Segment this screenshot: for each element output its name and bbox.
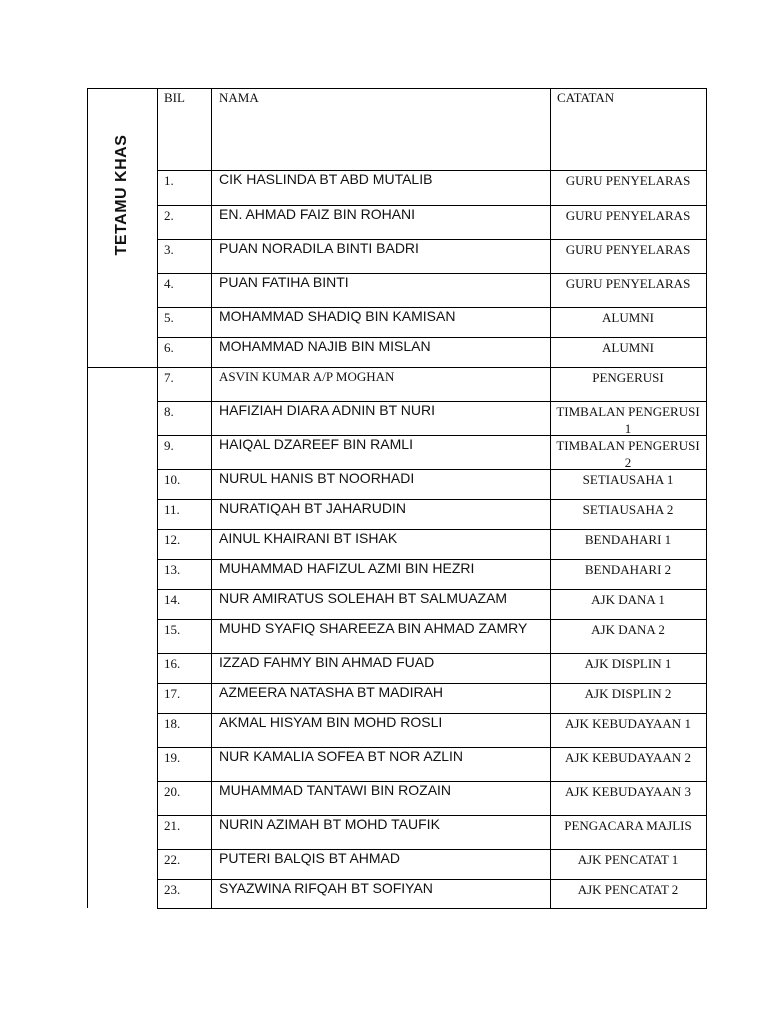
row-catatan: AJK DISPLIN 1	[584, 656, 672, 671]
row-bil: 3.	[164, 242, 174, 257]
row-nama: AINUL KHAIRANI BT ISHAK	[219, 530, 398, 546]
table-bottom-border	[157, 908, 707, 909]
row-catatan: SETIAUSAHA 1	[582, 472, 674, 487]
row-catatan: GURU PENYELARAS	[565, 276, 691, 291]
row-catatan: SETIAUSAHA 2	[582, 502, 674, 517]
row-bil: 22.	[164, 852, 181, 867]
row-bil: 15.	[164, 622, 181, 637]
row-bil: 12.	[164, 532, 181, 547]
row-nama: CIK HASLINDA BT ABD MUTALIB	[219, 171, 433, 187]
row-nama: IZZAD FAHMY BIN AHMAD FUAD	[219, 654, 435, 670]
row-bil: 10.	[164, 472, 181, 487]
row-catatan: ALUMNI	[602, 340, 654, 355]
row-bil: 14.	[164, 592, 181, 607]
row-bil: 5.	[164, 310, 174, 325]
table-right-border	[706, 88, 707, 908]
header-bil: BIL	[164, 90, 185, 105]
row-catatan: ALUMNI	[602, 310, 654, 325]
row-nama: EN. AHMAD FAIZ BIN ROHANI	[219, 206, 416, 222]
row-catatan: AJK PENCATAT 1	[577, 852, 679, 867]
row-bil: 1.	[164, 173, 174, 188]
row-nama: MUHAMMAD TANTAWI BIN ROZAIN	[219, 782, 452, 798]
row-nama: SYAZWINA RIFQAH BT SOFIYAN	[219, 880, 433, 896]
row-bil: 4.	[164, 276, 174, 291]
column-line-catatan	[550, 88, 551, 908]
row-bil: 6.	[164, 340, 174, 355]
header-nama: NAMA	[219, 90, 259, 105]
row-nama: PUTERI BALQIS BT AHMAD	[219, 850, 401, 866]
row-bil: 11.	[164, 502, 180, 517]
row-nama: PUAN FATIHA BINTI	[219, 274, 349, 290]
section-divider	[87, 367, 157, 368]
row-nama: MUHAMMAD HAFIZUL AZMI BIN HEZRI	[219, 560, 475, 576]
row-bil: 20.	[164, 784, 181, 799]
row-nama: NUR AMIRATUS SOLEHAH BT SALMUAZAM	[219, 590, 508, 606]
row-nama: HAIQAL DZAREEF BIN RAMLI	[219, 436, 413, 452]
row-catatan: AJK DISPLIN 2	[584, 686, 672, 701]
row-catatan: AJK DANA 1	[591, 592, 665, 607]
row-bil: 17.	[164, 686, 181, 701]
row-bil: 21.	[164, 818, 181, 833]
row-nama: MOHAMMAD SHADIQ BIN KAMISAN	[219, 308, 456, 324]
row-catatan: BENDAHARI 1	[584, 532, 672, 547]
row-catatan: GURU PENYELARAS	[565, 173, 691, 188]
row-nama: AZMEERA NATASHA BT MADIRAH	[219, 684, 444, 700]
row-bil: 9.	[164, 438, 174, 453]
row-nama: NURUL HANIS BT NOORHADI	[219, 470, 415, 486]
row-catatan: AJK KEBUDAYAAN 3	[565, 784, 691, 799]
row-bil: 2.	[164, 208, 174, 223]
row-catatan: TIMBALAN PENGERUSI 1	[556, 404, 700, 436]
row-nama: AKMAL HISYAM BIN MOHD ROSLI	[219, 714, 443, 730]
column-line-nama	[211, 88, 212, 908]
row-catatan: AJK PENCATAT 2	[577, 882, 679, 897]
row-nama: NURIN AZIMAH BT MOHD TAUFIK	[219, 816, 440, 832]
row-catatan: GURU PENYELARAS	[565, 242, 691, 257]
table-left-border	[87, 88, 88, 908]
header-catatan: CATATAN	[557, 90, 615, 105]
row-nama: NURATIQAH BT JAHARUDIN	[219, 500, 406, 516]
row-catatan: AJK KEBUDAYAAN 2	[565, 750, 691, 765]
section-label-tetamu-khas: TETAMU KHAS	[113, 134, 130, 256]
row-catatan: PENGERUSI	[592, 370, 664, 385]
row-bil: 18.	[164, 716, 181, 731]
row-nama: PUAN NORADILA BINTI BADRI	[219, 240, 419, 256]
row-bil: 7.	[164, 370, 174, 385]
row-bil: 23.	[164, 882, 181, 897]
row-bil: 13.	[164, 562, 181, 577]
row-catatan: AJK DANA 2	[591, 622, 665, 637]
row-nama: MUHD SYAFIQ SHAREEZA BIN AHMAD ZAMRY	[219, 620, 528, 636]
row-catatan: BENDAHARI 2	[584, 562, 672, 577]
row-catatan: TIMBALAN PENGERUSI 2	[556, 438, 700, 470]
row-bil: 8.	[164, 404, 174, 419]
row-nama: HAFIZIAH DIARA ADNIN BT NURI	[219, 402, 435, 418]
row-nama: NUR KAMALIA SOFEA BT NOR AZLIN	[219, 748, 464, 764]
row-nama: MOHAMMAD NAJIB BIN MISLAN	[219, 338, 431, 354]
row-catatan: AJK KEBUDAYAAN 1	[565, 716, 691, 731]
column-line-bil	[157, 88, 158, 908]
row-catatan: GURU PENYELARAS	[565, 208, 691, 223]
row-catatan: PENGACARA MAJLIS	[564, 818, 692, 833]
row-bil: 19.	[164, 750, 181, 765]
row-nama: ASVIN KUMAR A/P MOGHAN	[219, 369, 395, 384]
row-bil: 16.	[164, 656, 181, 671]
